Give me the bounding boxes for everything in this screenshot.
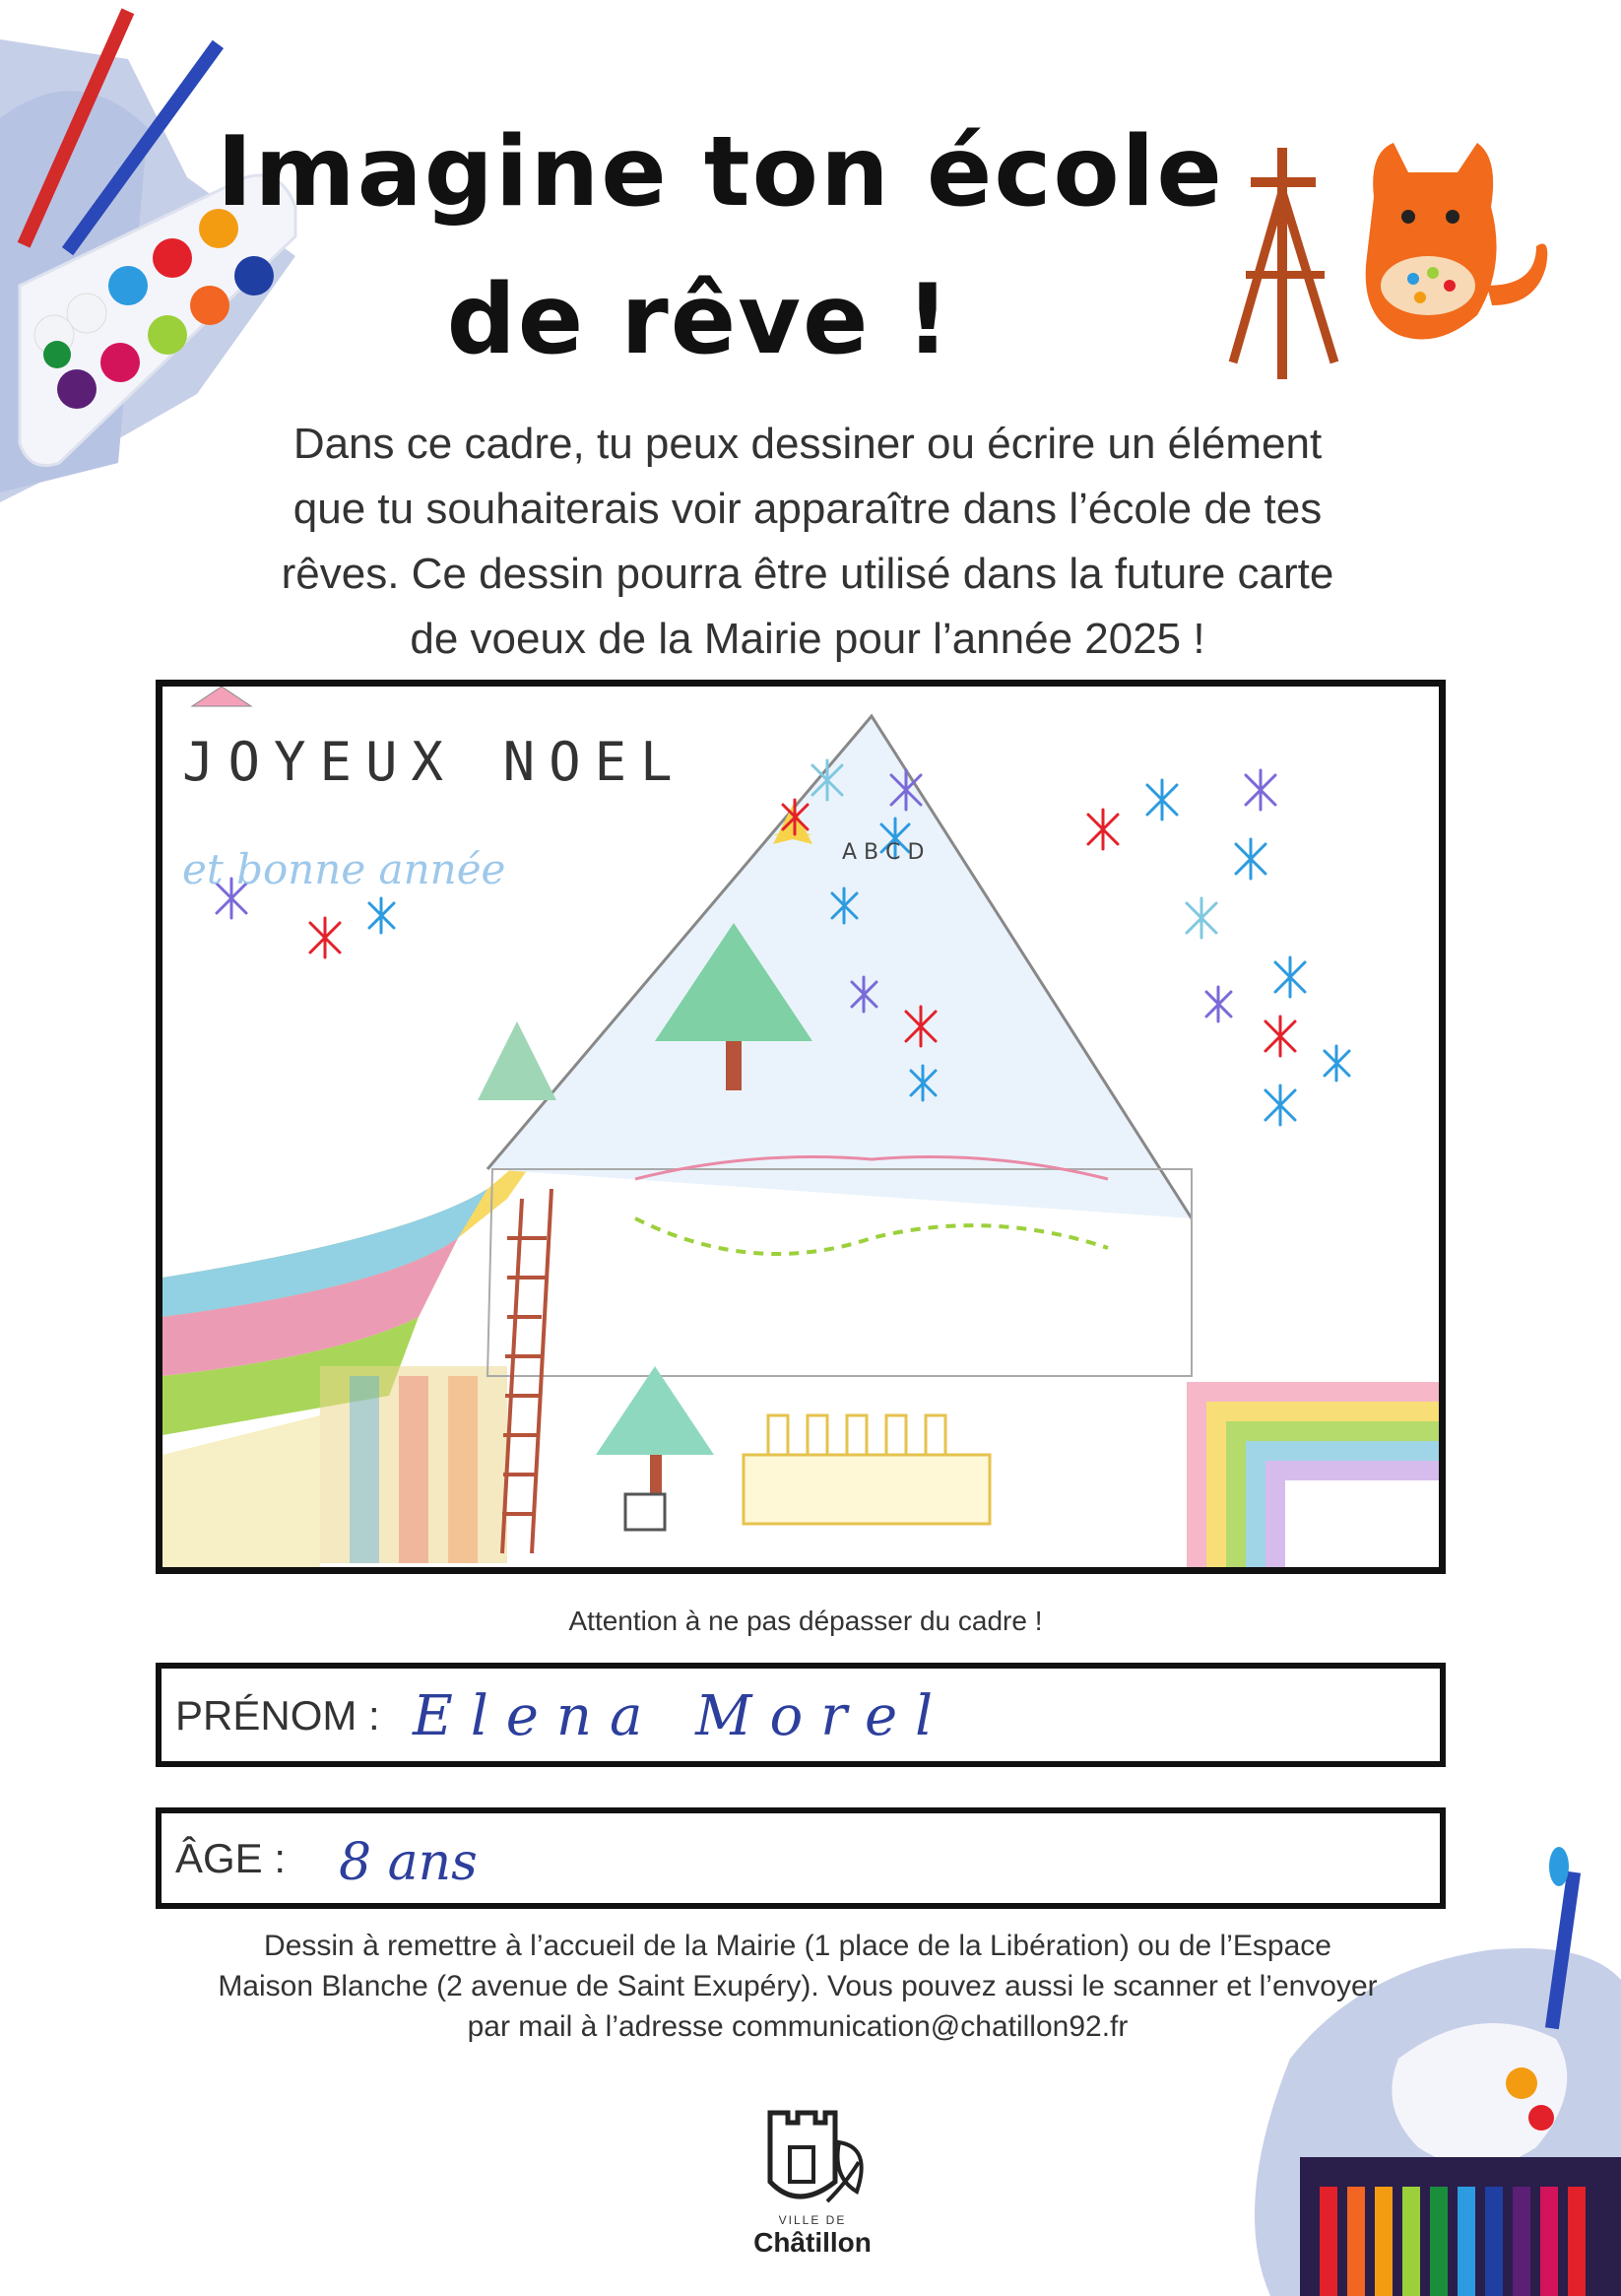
page-title (217, 98, 1224, 394)
title-line-2: de rêve ! (446, 264, 952, 376)
intro-line: Dans ce cadre, tu peux dessiner ou écrire un élément (292, 420, 1323, 468)
intro-paragraph (167, 412, 1448, 672)
name-field[interactable] (156, 1663, 1446, 1767)
footer-line: Dessin à remettre à l’accueil de la Mairie (1 place de la Libération) ou de l’Espace (264, 1930, 1331, 1962)
age-label: ÂGE : (175, 1835, 287, 1881)
drawing-text-joyeux-noel: JOYEUX NOEL (182, 731, 686, 793)
intro-line: que tu souhaiterais voir apparaître dans l’école de tes (292, 485, 1323, 533)
footer-line: Maison Blanche (2 avenue de Saint Exupéry). Vous pouvez aussi le scanner et l’envoyer (218, 1970, 1378, 2002)
intro-line: rêves. Ce dessin pourra être utilisé dans la future carte (281, 550, 1334, 598)
intro-line: de voeux de la Mairie pour l’année 2025 ! (410, 615, 1205, 663)
frame-warning: Attention à ne pas dépasser du cadre ! (568, 1606, 1043, 1636)
castle-leaf-icon (748, 2103, 876, 2211)
name-value: Elena Morel (413, 1684, 951, 1748)
logo-name: Châtillon (753, 2227, 872, 2258)
city-logo (748, 2103, 876, 2261)
title-line-1: Imagine ton école (217, 116, 1224, 229)
age-field[interactable] (156, 1807, 1446, 1909)
drawing-text-bonne-annee: et bonne année (182, 845, 506, 893)
easel-cat-icon (1211, 138, 1566, 384)
footer-line: par mail à l’adresse communication@chatillon92.fr (467, 2010, 1129, 2043)
age-value: 8 ans (339, 1833, 478, 1892)
name-label: PRÉNOM : (175, 1692, 380, 1738)
logo-small-text: VILLE DE (778, 2213, 847, 2227)
drawing-frame (156, 680, 1446, 1574)
child-drawing (162, 687, 1439, 1567)
drawing-text-letters: A B C D (842, 840, 925, 865)
submission-instructions (138, 1926, 1458, 2047)
